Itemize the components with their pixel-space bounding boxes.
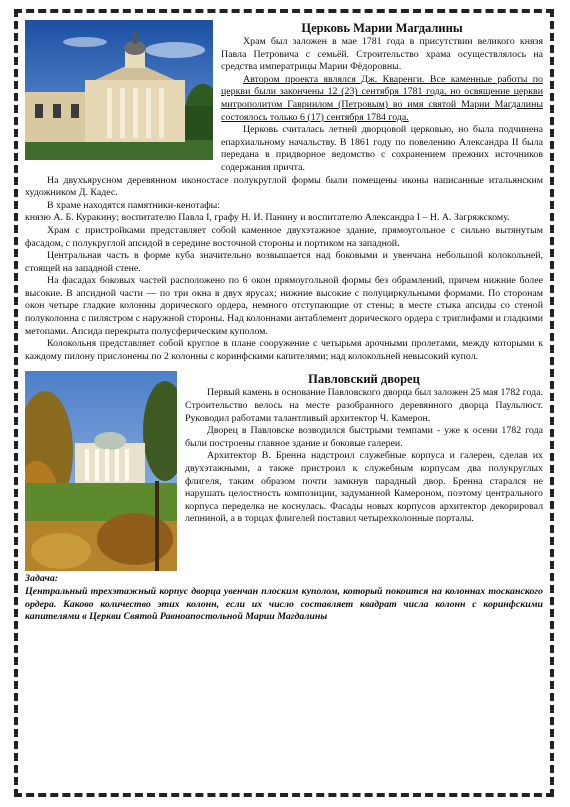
document-body	[25, 20, 543, 624]
page-border	[14, 9, 554, 797]
church-paragraph-8: Центральная часть в форме куба значительно возвышается над боковыми и увенчана небольшой колокольней, стоящей на западной стене.	[25, 250, 543, 274]
church-paragraph-10: Колокольня представляет собой круглое в плане сооружение с четырьмя арочными пролетами, между которыми к каждому пилону прислонены по 2 колонны с коринфскими капителями; над колокольней невысокий купол.	[25, 338, 543, 362]
church-title: Церковь Марии Магдалины	[301, 21, 463, 35]
task-text: Центральный трехэтажный корпус дворца увенчан плоским куполом, который покоится на колоннах тосканского ордера. Каково количество этих колонн, если их число составляет квадрат числа колонн с коринфскими капителями в Церкви Святой Равноапостольной Марии Магдалины	[25, 586, 543, 623]
church-photo-image	[25, 20, 213, 160]
palace-photo-image	[25, 371, 177, 571]
church-paragraph-3: Церковь считалась летней дворцовой церковью, но была подчинена епархиальному начальству. В 1861 году по повелению Александра II была передана в придворное ведомство с сохранением прежних источников содержания причта.	[221, 124, 543, 173]
palace-paragraph-3: Архитектор В. Бренна надстроил служебные корпуса и галереи, сделав их двухэтажными, а также пристроил к служебным корпусам два полукруглых флигеля, таким образом почти замкнув парадный двор. Бренна старался не нарушать целостность композиции, задуманной Камероном, поэтому центрального корпуса переделка не коснулась. Фасады новых корпусов архитектор декорировал лепниной, а в торцах флигелей поставил четырехколонные порталы.	[185, 450, 543, 525]
palace-title: Павловский дворец	[308, 372, 420, 387]
church-paragraph-9: На фасадах боковых частей расположено по 6 окон прямоугольной формы без обрамлений, причем нижние более высокие. В апсидной части — по три окна в двух ярусах; нижние высокие с полуциркульными формами. По сторонам окон четыре гладкие колонны дорического ордера, немного отступающие от стены; в месте стыка апсиды со стеной полуколонна с пилястром с наружной стороны. Над колоннами антаблемент дорического ордера с триглифами и гладкими метопами. Апсида перекрыта полусферическим куполом.	[25, 275, 543, 337]
church-paragraph-7: Храм с пристройками представляет собой каменное двухэтажное здание, прямоугольное с сильно вытянутым фасадом, с полукруглой апсидой в середине восточной стороны и портиком на западной.	[25, 224, 543, 249]
church-paragraph-4: На двухъярусном деревянном иконостасе полукруглой формы были помещены иконы написанные итальянским художником Д. Кадес.	[25, 174, 543, 199]
task-heading: Задача:	[25, 573, 59, 585]
palace-paragraph-2: Дворец в Павловске возводился быстрыми темпами - уже к осени 1782 года были построены главное здание и боковые галереи.	[185, 425, 543, 449]
church-paragraph-5: В храме находятся памятники-кенотафы:	[47, 199, 221, 211]
church-paragraph-1: Храм был заложен в мае 1781 года в присутствии великого князя Павла Петровича с семьёй. Строительство храма осуществлялось на средства императрицы Марии Фёдоровны.	[221, 36, 543, 73]
palace-photo	[25, 371, 177, 571]
church-paragraph-2: Автором проекта являлся Дж. Кваренги. Все каменные работы по церкви были закончены 12 (23) сентября 1781 года, но освящение церкви митрополитом Гавриилом (Петровым) во имя святой Марии Магдалины состоялось только 6 (17) сентября 1784 года.	[221, 73, 543, 123]
palace-paragraph-1: Первый камень в основание Павловского дворца был заложен 25 мая 1782 года. Строительство велось на месте разобранного деревянного дворца Паульлюст. Руководил работами талантливый архитектор Ч. Камерон.	[185, 387, 543, 424]
church-photo	[25, 20, 213, 160]
church-paragraph-6: князю А. Б. Куракину; воспитателю Павла I, графу Н. И. Панину и воспитателю Александра I – Н. А. Загряжскому.	[25, 212, 510, 224]
